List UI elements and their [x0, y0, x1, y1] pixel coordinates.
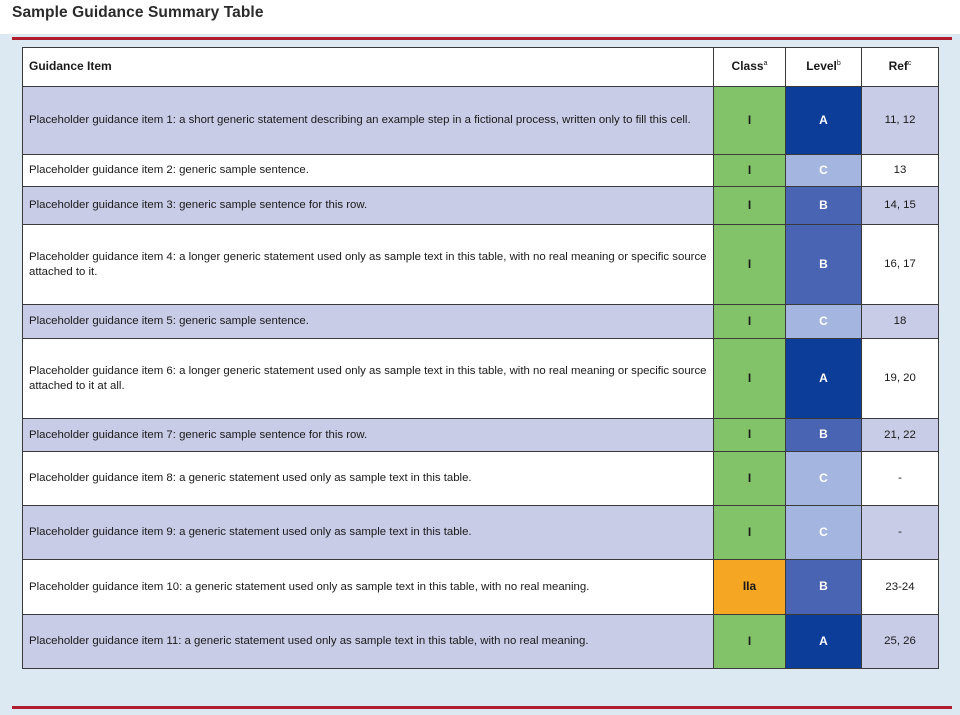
recommendation-text: Placeholder guidance item 3: generic sample sentence for this row.	[23, 187, 714, 225]
class-cell: IIa	[714, 560, 786, 615]
level-cell: C	[786, 305, 862, 339]
ref-cell: 16, 17	[862, 225, 939, 305]
recommendation-text: Placeholder guidance item 7: generic sample sentence for this row.	[23, 419, 714, 452]
page-title: Sample Guidance Summary Table	[12, 4, 264, 21]
ref-cell: 14, 15	[862, 187, 939, 225]
ref-footnote-mark: c	[907, 60, 912, 68]
table-row	[23, 452, 939, 506]
level-cell: A	[786, 339, 862, 419]
recommendation-text: Placeholder guidance item 4: a longer generic statement used only as sample text in this table, with no real meaning or specific source attached to it.	[23, 225, 714, 305]
recommendation-text: Placeholder guidance item 11: a generic statement used only as sample text in this table, with no real meaning.	[23, 615, 714, 669]
class-cell: I	[714, 87, 786, 155]
class-cell: I	[714, 452, 786, 506]
level-cell: A	[786, 87, 862, 155]
ref-cell: -	[862, 452, 939, 506]
level-cell: B	[786, 419, 862, 452]
recommendation-text: Placeholder guidance item 6: a longer generic statement used only as sample text in this table, with no real meaning or specific source attached to it at all.	[23, 339, 714, 419]
level-cell: C	[786, 452, 862, 506]
table-row	[23, 305, 939, 339]
ref-cell: 19, 20	[862, 339, 939, 419]
ref-cell: 13	[862, 155, 939, 187]
class-cell: I	[714, 419, 786, 452]
ref-cell: 21, 22	[862, 419, 939, 452]
header-row	[23, 48, 939, 87]
recommendation-text: Placeholder guidance item 9: a generic statement used only as sample text in this table.	[23, 506, 714, 560]
table-row	[23, 87, 939, 155]
class-cell: I	[714, 225, 786, 305]
recommendation-text: Placeholder guidance item 10: a generic statement used only as sample text in this table, with no real meaning.	[23, 560, 714, 615]
recommendation-text: Placeholder guidance item 1: a short generic statement describing an example step in a fictional process, written only to fill this cell.	[23, 87, 714, 155]
level-cell: B	[786, 187, 862, 225]
class-cell: I	[714, 339, 786, 419]
level-cell: B	[786, 560, 862, 615]
ref-cell: 23-24	[862, 560, 939, 615]
top-divider	[12, 37, 952, 40]
ref-cell: -	[862, 506, 939, 560]
header-class: Class$^a$	[714, 48, 786, 87]
table-row	[23, 615, 939, 669]
header-level: Level$^b$	[786, 48, 862, 87]
class-cell: I	[714, 305, 786, 339]
level-cell: C	[786, 155, 862, 187]
header-recommendations: Guidance Item	[23, 48, 714, 87]
class-cell: I	[714, 187, 786, 225]
bottom-divider	[12, 706, 952, 709]
class-cell: I	[714, 615, 786, 669]
level-cell: A	[786, 615, 862, 669]
class-cell: I	[714, 506, 786, 560]
recommendations-table	[22, 47, 939, 669]
recommendation-text: Placeholder guidance item 2: generic sample sentence.	[23, 155, 714, 187]
class-cell: I	[714, 155, 786, 187]
ref-cell: 18	[862, 305, 939, 339]
table-row	[23, 155, 939, 187]
table-row	[23, 225, 939, 305]
level-cell: B	[786, 225, 862, 305]
recommendation-text: Placeholder guidance item 5: generic sample sentence.	[23, 305, 714, 339]
recommendation-text: Placeholder guidance item 8: a generic statement used only as sample text in this table.	[23, 452, 714, 506]
table-row	[23, 560, 939, 615]
class-footnote-mark: a	[763, 60, 768, 68]
table-row	[23, 339, 939, 419]
ref-cell: 25, 26	[862, 615, 939, 669]
table-row	[23, 187, 939, 225]
level-cell: C	[786, 506, 862, 560]
level-footnote-mark: b	[836, 60, 841, 68]
title-bar	[0, 0, 960, 34]
table-row	[23, 419, 939, 452]
header-ref: Ref$^c$	[862, 48, 939, 87]
table-row	[23, 506, 939, 560]
ref-cell: 11, 12	[862, 87, 939, 155]
